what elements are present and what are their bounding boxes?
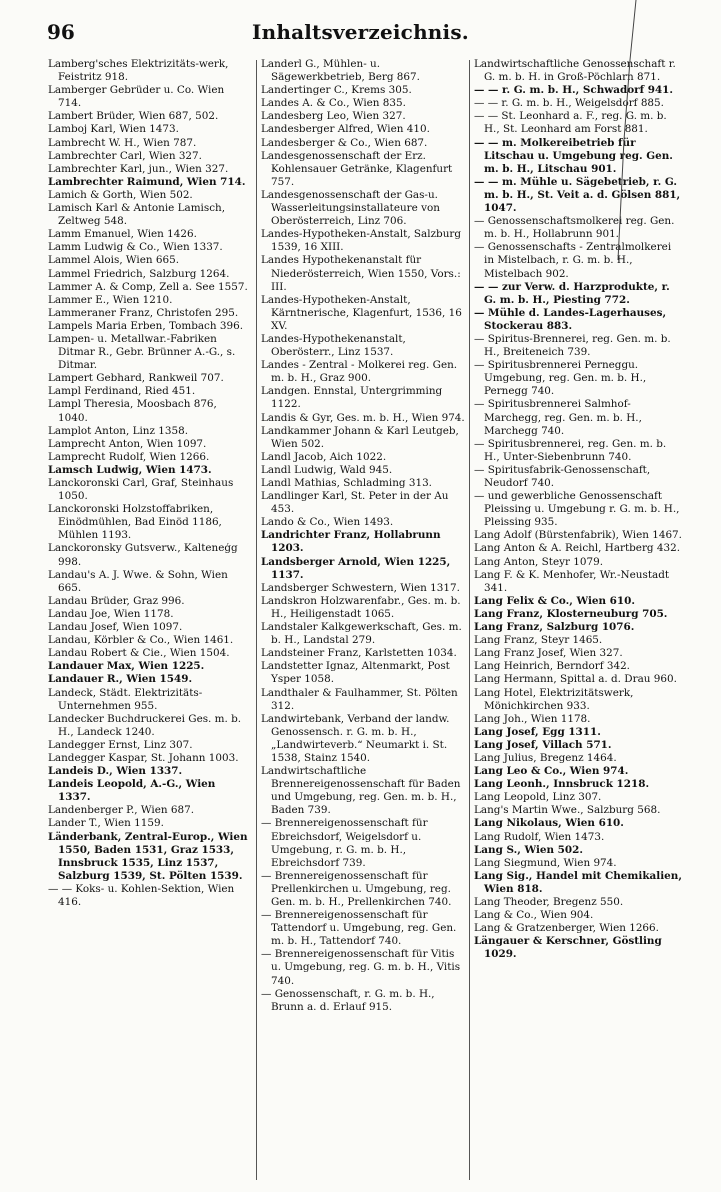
index-entry: Landlinger Karl, St. Peter in der Au 453. — [261, 490, 449, 516]
index-entry: Lammer E., Wien 1210. — [48, 293, 173, 306]
index-entry: Landau, Körbler & Co., Wien 1461. — [48, 634, 234, 647]
index-entry: Landes-Hypotheken-Anstalt, Salzburg 1539, 16 XIII. — [261, 228, 462, 254]
index-entry: Landsberger Arnold, Wien 1225, 1137. — [261, 555, 451, 581]
index-entry: Lang Josef, Egg 1311. — [474, 725, 601, 738]
index-entry: — Spiritusfabrik-Genossenschaft, Neudorf 740. — [474, 463, 651, 489]
index-entry: — — m. Molkereibetrieb für Litschau u. Umgebung reg. Gen. m. b. H., Litschau 901. — [474, 136, 673, 175]
index-entry: Landeis Leopold, A.-G., Wien 1337. — [48, 778, 216, 804]
index-entry: Lang F. & K. Menhofer, Wr.-Neustadt 341. — [474, 568, 670, 594]
index-entry: Landsberger Schwestern, Wien 1317. — [261, 581, 460, 594]
index-entry: — Spiritusbrennerei Perneggu. Umgebung, reg. Gen. m. b. H., Pernegg 740. — [474, 359, 647, 398]
index-entry: — Genossenschaftsmolkerei reg. Gen. m. b. H., Hollabrunn 901. — [474, 215, 675, 241]
index-entry: Lambrechter Karl, jun., Wien 327. — [48, 162, 229, 175]
page-header — [0, 20, 721, 50]
index-entry: Lamboj Karl, Wien 1473. — [48, 123, 179, 136]
index-entry: — und gewerbliche Genossenschaft Pleissing u. Umgebung r. G. m. b. H., Pleissing 935. — [474, 490, 680, 529]
index-entry: — Mühle d. Landes-Lagerhauses, Stockerau 883. — [474, 306, 667, 332]
index-entry: Lang's Martin Wwe., Salzburg 568. — [474, 804, 661, 817]
index-entry: Länderbank, Zentral-Europ., Wien 1550, Baden 1531, Graz 1533, Innsbruck 1535, Linz 1537, Salzburg 1539, St. Pölten 1539. — [48, 830, 248, 882]
index-entry: Landau's A. J. Wwe. & Sohn, Wien 665. — [48, 568, 228, 594]
index-entry: Lambrecht W. H., Wien 787. — [48, 136, 197, 149]
index-entry: Landecker Buchdruckerei Ges. m. b. H., Landeck 1240. — [48, 712, 242, 738]
index-entry: Lamberg'sches Elektrizitäts-werk, Feistritz 918. — [48, 58, 229, 84]
index-entry: Landl Ludwig, Wald 945. — [261, 463, 393, 476]
index-entry: Landes - Zentral - Molkerei reg. Gen. m. b. H., Graz 900. — [261, 359, 458, 385]
index-entry: Landau Josef, Wien 1097. — [48, 621, 183, 634]
index-entry: Lampert Gebhard, Rankweil 707. — [48, 372, 224, 385]
column-divider — [256, 60, 257, 1180]
index-entry: Lambert Brüder, Wien 687, 502. — [48, 110, 219, 123]
index-entry: Lang Hermann, Spittal a. d. Drau 960. — [474, 673, 677, 686]
index-entry: — — Koks- u. Kohlen-Sektion, Wien 416. — [48, 882, 235, 908]
index-entry: Lang Siegmund, Wien 974. — [474, 856, 617, 869]
index-entry: Landwirtebank, Verband der landw. Genossensch. r. G. m. b. H., „Landwirteverb.“ Neumarkt i. St. 1538, Stainz 1540. — [261, 712, 450, 764]
index-entry: Lampels Maria Erben, Tombach 396. — [48, 319, 244, 332]
index-entry: Landskron Holzwarenfabr., Ges. m. b. H., Heiligenstadt 1065. — [261, 594, 461, 620]
index-entry: Landesberger Alfred, Wien 410. — [261, 123, 430, 136]
index-entry: Landwirtschaftliche Brennereigenossenschaft für Baden und Umgebung, reg. Gen. m. b. H., Baden 739. — [261, 765, 461, 817]
index-entry: Landis & Gyr, Ges. m. b. H., Wien 974. — [261, 411, 465, 424]
index-column-1 — [48, 58, 248, 909]
index-entry: Lamich & Gorth, Wien 502. — [48, 188, 193, 201]
index-entry: Lamplot Anton, Linz 1358. — [48, 424, 189, 437]
index-entry: Lander T., Wien 1159. — [48, 817, 164, 830]
index-entry: Lang Felix & Co., Wien 610. — [474, 594, 635, 607]
index-entry: Lammer A. & Comp, Zell a. See 1557. — [48, 280, 248, 293]
index-entry: Lang Heinrich, Berndorf 342. — [474, 660, 630, 673]
index-entry: Landl Mathias, Schladming 313. — [261, 477, 432, 489]
index-entry: Landesberger & Co., Wien 687. — [261, 136, 428, 149]
index-entry: Lanckoronsky Gutsverw., Kalteneģg 998. — [48, 542, 238, 568]
index-entry: — Brennereigenossenschaft für Ebreichsdorf, Weigelsdorf u. Umgebung, r. G. m. b. H., Ebreichsdorf 739. — [261, 817, 428, 869]
index-entry: Lamprecht Anton, Wien 1097. — [48, 437, 207, 450]
index-entry: — Brennereigenossenschaft für Prellenkirchen u. Umgebung, reg. Gen. m. b. H., Prellenkirchen 740. — [261, 869, 452, 908]
index-entry: — Spiritusbrennerei, reg. Gen. m. b. H., Unter-Siebenbrunn 740. — [474, 437, 667, 463]
index-entry: Landegger Ernst, Linz 307. — [48, 738, 193, 751]
index-entry: Lang Franz, Klosterneuburg 705. — [474, 607, 668, 620]
index-entry: Landauer Max, Wien 1225. — [48, 660, 205, 673]
index-entry: Landsteiner Franz, Karlstetten 1034. — [261, 647, 457, 660]
index-entry: Lang Anton, Steyr 1079. — [474, 555, 603, 568]
index-entry: — — St. Leonhard a. F., reg. G. m. b. H., St. Leonhard am Forst 881. — [474, 110, 667, 136]
index-entry: Lang & Gratzenberger, Wien 1266. — [474, 922, 659, 935]
index-entry: Lang Nikolaus, Wien 610. — [474, 817, 624, 830]
index-entry: Lamprecht Rudolf, Wien 1266. — [48, 450, 210, 463]
index-entry: Landgen. Ennstal, Untergrimming 1122. — [261, 385, 443, 411]
index-entry: Landthaler & Faulhammer, St. Pölten 312. — [261, 686, 458, 712]
index-entry: Landes-Hypothekenanstalt, Oberösterr., Linz 1537. — [261, 332, 406, 359]
index-entry: Lang Joh., Wien 1178. — [474, 712, 591, 725]
index-entry: — — r. G. m. b. H., Schwadorf 941. — [474, 84, 674, 97]
index-entry: Landrichter Franz, Hollabrunn 1203. — [261, 529, 441, 555]
index-entry: Lang Sig., Handel mit Chemikalien, Wien 818. — [474, 869, 682, 895]
index-entry: Lang Leo & Co., Wien 974. — [474, 765, 629, 778]
index-entry: Lang Franz, Salzburg 1076. — [474, 621, 635, 634]
index-entry: Lanckoronski Holzstoffabriken, Einödmühlen, Bad Einöd 1186, Mühlen 1193. — [48, 503, 222, 542]
page-number: 96 — [47, 20, 75, 44]
index-entry: — — zur Verw. d. Harzprodukte, r. G. m. b. H., Piesting 772. — [474, 280, 670, 306]
index-entry: Landesberg Leo, Wien 327. — [261, 110, 406, 123]
index-entry: Lamisch Karl & Antonie Lamisch, Zeltweg 548. — [48, 202, 226, 228]
index-entry: Lampl Ferdinand, Ried 451. — [48, 385, 196, 398]
index-entry: Landes Hypothekenanstalt für Niederösterreich, Wien 1550, Vors.: III. — [261, 254, 461, 293]
index-entry: Lampen- u. Metallwar.-Fabriken Ditmar R., Gebr. Brünner A.-G., s. Ditmar. — [48, 332, 236, 372]
index-entry: — Genossenschaft, r. G. m. b. H., Brunn a. d. Erlauf 915. — [261, 987, 435, 1013]
index-entry: Landes-Hypotheken-Anstalt, Kärntnerische, Klagenfurt, 1536, 16 XV. — [261, 293, 462, 332]
index-entry: Lando & Co., Wien 1493. — [261, 516, 394, 529]
index-entry: — Genossenschafts - Zentralmolkerei in Mistelbach, r. G. m. b. H., Mistelbach 902. — [474, 241, 672, 280]
index-entry: Landl Jacob, Aich 1022. — [261, 450, 387, 463]
index-entry: Lang S., Wien 502. — [474, 843, 583, 856]
index-entry: Lang Josef, Villach 571. — [474, 738, 612, 751]
index-entry: — Spiritusbrennerei Salmhof-Marchegg, reg. Gen. m. b. H., Marchegg 740. — [474, 398, 642, 437]
index-entry: Landeck, Städt. Elektrizitäts-Unternehmen 955. — [48, 686, 203, 712]
index-entry: Landegger Kaspar, St. Johann 1003. — [48, 751, 239, 764]
index-entry: Längauer & Kerschner, Göstling 1029. — [474, 935, 662, 961]
index-entry: Lamberger Gebrüder u. Co. Wien 714. — [48, 84, 225, 110]
index-entry: Lang Franz Josef, Wien 327. — [474, 647, 623, 660]
index-entry: Landes A. & Co., Wien 835. — [261, 97, 406, 110]
index-entry: Lamm Ludwig & Co., Wien 1337. — [48, 241, 223, 254]
index-entry: Landstaler Kalkgewerkschaft, Ges. m. b. H., Landstal 279. — [261, 621, 462, 647]
index-entry: Landesgenossenschaft der Gas-u. Wasserleitungsinstallateure von Oberösterreich, Linz 706. — [261, 188, 440, 228]
index-entry: Lang Theoder, Bregenz 550. — [474, 896, 624, 908]
index-entry: Lang Rudolf, Wien 1473. — [474, 830, 605, 843]
index-entry: — Spiritus-Brennerei, reg. Gen. m. b. H., Breiteneich 739. — [474, 332, 671, 359]
index-entry: Lang Franz, Steyr 1465. — [474, 634, 603, 647]
index-entry: — Brennereigenossenschaft für Tattendorf u. Umgebung, reg. Gen. m. b. H., Tattendorf 740. — [261, 909, 457, 948]
index-column-2 — [261, 58, 467, 1014]
index-entry: Landauer R., Wien 1549. — [48, 673, 193, 686]
index-entry: Landau Joe, Wien 1178. — [48, 607, 174, 620]
index-entry: — — r. G. m. b. H., Weigelsdorf 885. — [474, 97, 664, 110]
index-entry: Lammel Friedrich, Salzburg 1264. — [48, 267, 230, 280]
index-entry: Lang Leopold, Linz 307. — [474, 791, 602, 804]
index-entry: Landstetter Ignaz, Altenmarkt, Post Ysper 1058. — [261, 660, 450, 686]
index-entry: Lang Adolf (Bürstenfabrik), Wien 1467. — [474, 529, 682, 542]
index-entry: Landkammer Johann & Karl Leutgeb, Wien 502. — [261, 424, 459, 450]
index-entry: Lang Julius, Bregenz 1464. — [474, 751, 617, 764]
index-entry: Lang & Co., Wien 904. — [474, 909, 594, 922]
index-entry: Landesgenossenschaft der Erz. Kohlensauer Getränke, Klagenfurt 757. — [261, 149, 453, 188]
index-entry: Lanckoronski Carl, Graf, Steinhaus 1050. — [48, 477, 234, 503]
index-entry: Lammeraner Franz, Christofen 295. — [48, 306, 239, 319]
index-entry: Landeis D., Wien 1337. — [48, 765, 183, 778]
index-entry: Lambrechter Carl, Wien 327. — [48, 149, 202, 162]
index-entry: Landenberger P., Wien 687. — [48, 804, 195, 817]
index-entry: Landau Brüder, Graz 996. — [48, 594, 185, 607]
index-entry: Lammel Alois, Wien 665. — [48, 254, 180, 267]
column-divider — [469, 60, 470, 1180]
index-entry: Lamsch Ludwig, Wien 1473. — [48, 463, 212, 476]
index-entry: Lambrechter Raimund, Wien 714. — [48, 175, 246, 188]
index-entry: Lampl Theresia, Moosbach 876, 1040. — [48, 398, 217, 424]
index-entry: Landwirtschaftliche Genossenschaft r. G. m. b. H. in Groß-Pöchlarn 871. — [474, 58, 676, 84]
index-entry: Landertinger C., Krems 305. — [261, 84, 412, 97]
index-entry: Lang Anton & A. Reichl, Hartberg 432. — [474, 542, 681, 555]
index-entry: Landau Robert & Cie., Wien 1504. — [48, 647, 230, 660]
index-entry: Lang Hotel, Elektrizitätswerk, Mönichkirchen 933. — [474, 686, 634, 712]
index-entry: Lang Leonh., Innsbruck 1218. — [474, 778, 650, 791]
page-title: Inhaltsverzeichnis. — [252, 20, 469, 44]
index-entry: — Brennereigenossenschaft für Vitis u. Umgebung, reg. G. m. b. H., Vitis 740. — [261, 948, 461, 987]
index-entry: Landerl G., Mühlen- u. Sägewerkbetrieb, Berg 867. — [261, 58, 420, 84]
index-column-3 — [474, 58, 682, 961]
index-entry: — — m. Mühle u. Sägebetrieb, r. G. m. b. H., St. Veit a. d. Gölsen 881, 1047. — [474, 175, 681, 215]
index-entry: Lamm Emanuel, Wien 1426. — [48, 228, 197, 241]
